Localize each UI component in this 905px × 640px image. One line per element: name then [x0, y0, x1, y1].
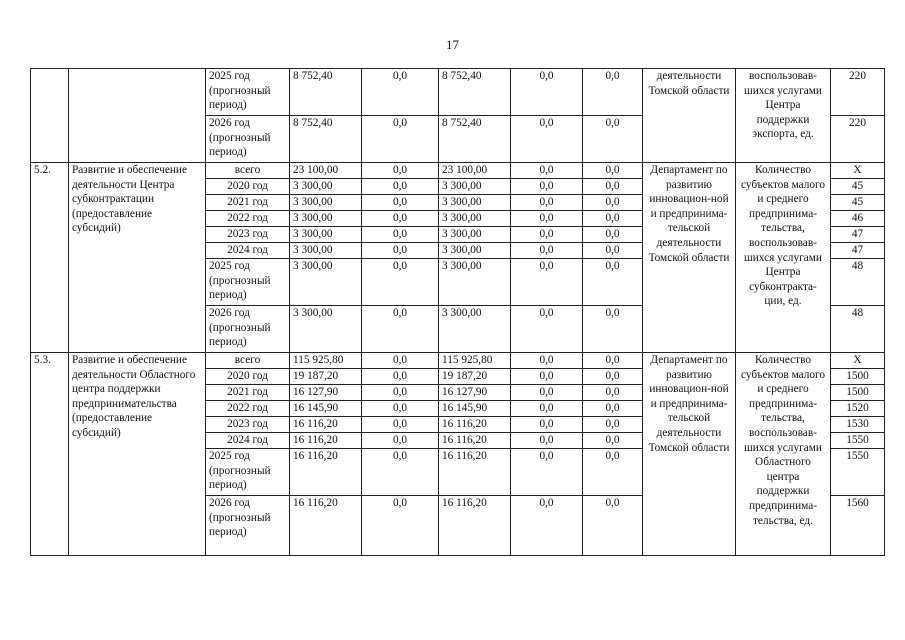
table-row	[31, 69, 885, 116]
external-cell: 0,0	[583, 496, 643, 556]
item-index: 5.2.	[31, 163, 69, 353]
regional-cell: 8 752,40	[439, 116, 511, 163]
external-cell: 0,0	[583, 195, 643, 211]
federal-cell: 0,0	[362, 496, 439, 556]
indicator-cell: воспользовав-шихся услугами Центра поддержки экспорта, ед.	[736, 69, 831, 163]
federal-cell: 0,0	[362, 211, 439, 227]
total-cell: 16 116,20	[290, 417, 362, 433]
total-cell: 3 300,00	[290, 243, 362, 259]
federal-cell: 0,0	[362, 417, 439, 433]
total-cell: 23 100,00	[290, 163, 362, 179]
local-cell: 0,0	[511, 401, 583, 417]
federal-cell: 0,0	[362, 179, 439, 195]
period-cell: 2021 год	[206, 385, 290, 401]
item-name: Развитие и обеспечение деятельности Областного центра поддержки предпринимательства (предоставление субсидий)	[69, 353, 206, 556]
total-cell: 3 300,00	[290, 306, 362, 353]
external-cell: 0,0	[583, 385, 643, 401]
period-cell: 2022 год	[206, 401, 290, 417]
total-cell: 3 300,00	[290, 179, 362, 195]
local-cell: 0,0	[511, 449, 583, 496]
goal-cell: 1560	[831, 496, 885, 556]
table-row	[31, 353, 885, 369]
external-cell: 0,0	[583, 211, 643, 227]
federal-cell: 0,0	[362, 227, 439, 243]
local-cell: 0,0	[511, 195, 583, 211]
regional-cell: 16 116,20	[439, 496, 511, 556]
goal-cell: 48	[831, 259, 885, 306]
regional-cell: 16 116,20	[439, 433, 511, 449]
federal-cell: 0,0	[362, 259, 439, 306]
period-cell: 2021 год	[206, 195, 290, 211]
federal-cell: 0,0	[362, 385, 439, 401]
federal-cell: 0,0	[362, 369, 439, 385]
regional-cell: 3 300,00	[439, 306, 511, 353]
period-cell: 2024 год	[206, 243, 290, 259]
regional-cell: 16 145,90	[439, 401, 511, 417]
total-cell: 3 300,00	[290, 227, 362, 243]
total-cell: 3 300,00	[290, 195, 362, 211]
total-cell: 19 187,20	[290, 369, 362, 385]
local-cell: 0,0	[511, 496, 583, 556]
goal-cell: 1550	[831, 449, 885, 496]
period-cell: 2023 год	[206, 417, 290, 433]
goal-cell: X	[831, 163, 885, 179]
period-cell: 2025 год (прогнозный период)	[206, 69, 290, 116]
goal-cell: 47	[831, 227, 885, 243]
federal-cell: 0,0	[362, 69, 439, 116]
federal-cell: 0,0	[362, 306, 439, 353]
local-cell: 0,0	[511, 243, 583, 259]
external-cell: 0,0	[583, 369, 643, 385]
local-cell: 0,0	[511, 385, 583, 401]
goal-cell: 45	[831, 179, 885, 195]
empty-cell	[31, 69, 69, 163]
goal-cell: 1530	[831, 417, 885, 433]
indicator-cell: Количество субъектов малого и среднего предпринима-тельства, воспользовав-шихся услугами Областного центра поддержки предпринима-тельства, ед.	[736, 353, 831, 556]
total-cell: 3 300,00	[290, 259, 362, 306]
page-number: 17	[446, 37, 459, 52]
total-cell: 3 300,00	[290, 211, 362, 227]
local-cell: 0,0	[511, 116, 583, 163]
external-cell: 0,0	[583, 69, 643, 116]
department-cell: Департамент по развитию инновацион-ной и предпринима-тельской деятельности Томской области	[643, 353, 736, 556]
local-cell: 0,0	[511, 227, 583, 243]
goal-cell: 45	[831, 195, 885, 211]
external-cell: 0,0	[583, 417, 643, 433]
goal-cell: 47	[831, 243, 885, 259]
period-cell: 2020 год	[206, 179, 290, 195]
local-cell: 0,0	[511, 353, 583, 369]
goal-cell: 1500	[831, 385, 885, 401]
item-name: Развитие и обеспечение деятельности Центра субконтрактации (предоставление субсидий)	[69, 163, 206, 353]
regional-cell: 16 116,20	[439, 417, 511, 433]
goal-cell: 220	[831, 69, 885, 116]
regional-cell: 115 925,80	[439, 353, 511, 369]
external-cell: 0,0	[583, 116, 643, 163]
goal-cell: 1520	[831, 401, 885, 417]
local-cell: 0,0	[511, 433, 583, 449]
total-cell: 16 127,90	[290, 385, 362, 401]
total-cell: 8 752,40	[290, 69, 362, 116]
external-cell: 0,0	[583, 401, 643, 417]
local-cell: 0,0	[511, 163, 583, 179]
period-cell: 2025 год (прогнозный период)	[206, 449, 290, 496]
total-cell: 16 145,90	[290, 401, 362, 417]
department-cell: Департамент по развитию инновацион-ной и предпринима-тельской деятельности Томской области	[643, 163, 736, 353]
external-cell: 0,0	[583, 259, 643, 306]
external-cell: 0,0	[583, 449, 643, 496]
table-row	[31, 163, 885, 179]
regional-cell: 16 116,20	[439, 449, 511, 496]
total-cell: 16 116,20	[290, 496, 362, 556]
federal-cell: 0,0	[362, 449, 439, 496]
local-cell: 0,0	[511, 211, 583, 227]
federal-cell: 0,0	[362, 401, 439, 417]
period-cell: 2025 год (прогнозный период)	[206, 259, 290, 306]
period-cell: 2026 год (прогнозный период)	[206, 306, 290, 353]
total-cell: 16 116,20	[290, 449, 362, 496]
local-cell: 0,0	[511, 306, 583, 353]
federal-cell: 0,0	[362, 163, 439, 179]
federal-cell: 0,0	[362, 116, 439, 163]
goal-cell: 220	[831, 116, 885, 163]
total-cell: 8 752,40	[290, 116, 362, 163]
local-cell: 0,0	[511, 417, 583, 433]
federal-cell: 0,0	[362, 243, 439, 259]
period-cell: 2020 год	[206, 369, 290, 385]
period-cell: 2024 год	[206, 433, 290, 449]
period-cell: 2026 год (прогнозный период)	[206, 116, 290, 163]
period-cell: 2022 год	[206, 211, 290, 227]
total-cell: 115 925,80	[290, 353, 362, 369]
regional-cell: 3 300,00	[439, 211, 511, 227]
budget-table	[30, 68, 885, 556]
period-cell: 2026 год (прогнозный период)	[206, 496, 290, 556]
external-cell: 0,0	[583, 353, 643, 369]
federal-cell: 0,0	[362, 433, 439, 449]
regional-cell: 8 752,40	[439, 69, 511, 116]
external-cell: 0,0	[583, 163, 643, 179]
federal-cell: 0,0	[362, 195, 439, 211]
goal-cell: 48	[831, 306, 885, 353]
department-cell: деятельности Томской области	[643, 69, 736, 163]
external-cell: 0,0	[583, 306, 643, 353]
regional-cell: 3 300,00	[439, 227, 511, 243]
local-cell: 0,0	[511, 259, 583, 306]
local-cell: 0,0	[511, 179, 583, 195]
goal-cell: 1550	[831, 433, 885, 449]
goal-cell: 46	[831, 211, 885, 227]
external-cell: 0,0	[583, 433, 643, 449]
item-index: 5.3.	[31, 353, 69, 556]
indicator-cell: Количество субъектов малого и среднего предпринима-тельства, воспользовав-шихся услугами Центра субконтракта-ции, ед.	[736, 163, 831, 353]
federal-cell: 0,0	[362, 353, 439, 369]
period-cell: всего	[206, 163, 290, 179]
regional-cell: 3 300,00	[439, 195, 511, 211]
goal-cell: X	[831, 353, 885, 369]
local-cell: 0,0	[511, 69, 583, 116]
external-cell: 0,0	[583, 179, 643, 195]
external-cell: 0,0	[583, 227, 643, 243]
regional-cell: 19 187,20	[439, 369, 511, 385]
regional-cell: 3 300,00	[439, 179, 511, 195]
period-cell: 2023 год	[206, 227, 290, 243]
local-cell: 0,0	[511, 369, 583, 385]
regional-cell: 16 127,90	[439, 385, 511, 401]
goal-cell: 1500	[831, 369, 885, 385]
regional-cell: 3 300,00	[439, 243, 511, 259]
regional-cell: 3 300,00	[439, 259, 511, 306]
external-cell: 0,0	[583, 243, 643, 259]
period-cell: всего	[206, 353, 290, 369]
total-cell: 16 116,20	[290, 433, 362, 449]
empty-cell	[69, 69, 206, 163]
regional-cell: 23 100,00	[439, 163, 511, 179]
